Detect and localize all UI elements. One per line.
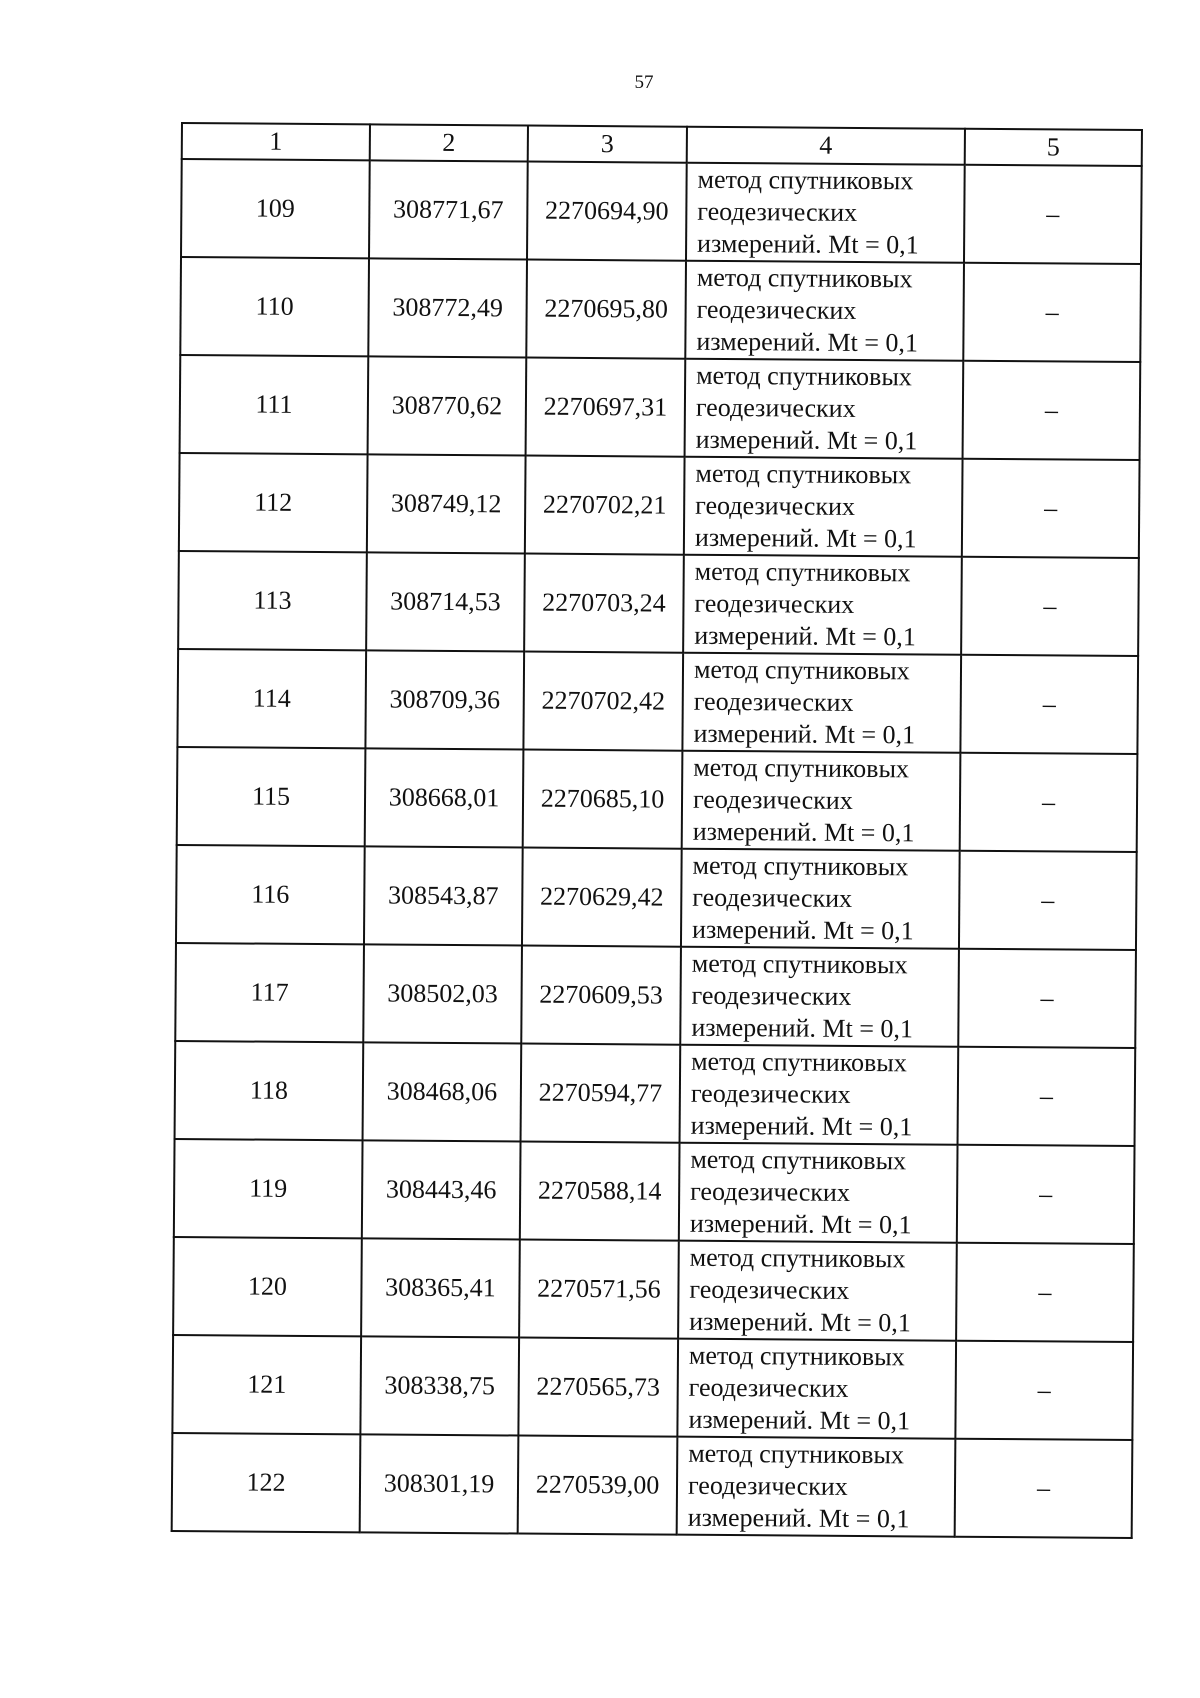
method-line: метод спутниковых bbox=[688, 1340, 905, 1372]
coordinate-y-cell: 2270594,77 bbox=[521, 1044, 681, 1143]
method-cell bbox=[684, 457, 963, 557]
point-number-cell: 114 bbox=[177, 649, 366, 748]
method-line: геодезических bbox=[694, 588, 855, 619]
note-cell: – bbox=[963, 361, 1141, 460]
method-line: измерений. Mt = 0,1 bbox=[691, 914, 914, 946]
method-line: измерений. Mt = 0,1 bbox=[692, 816, 915, 848]
method-line: геодезических bbox=[691, 980, 852, 1011]
note-cell: – bbox=[955, 1341, 1133, 1440]
table-row bbox=[178, 551, 1139, 656]
table-row bbox=[180, 257, 1141, 362]
method-line: геодезических bbox=[692, 784, 853, 815]
point-number-cell: 113 bbox=[178, 551, 367, 650]
coordinate-x-cell: 308301,19 bbox=[360, 1434, 519, 1533]
method-line: измерений. Mt = 0,1 bbox=[697, 228, 919, 260]
method-line: геодезических bbox=[690, 1078, 851, 1109]
coordinates-table-container bbox=[171, 122, 1141, 1539]
note-cell: – bbox=[960, 753, 1138, 852]
coordinate-y-cell: 2270695,80 bbox=[526, 260, 686, 359]
header-col-3: 3 bbox=[528, 126, 687, 163]
method-cell bbox=[678, 1241, 957, 1341]
method-line: измерений. Mt = 0,1 bbox=[693, 718, 916, 750]
method-line: измерений. Mt = 0,1 bbox=[688, 1404, 911, 1436]
point-number-cell: 120 bbox=[173, 1237, 362, 1336]
method-line: геодезических bbox=[695, 490, 856, 521]
coordinate-y-cell: 2270629,42 bbox=[522, 848, 682, 947]
method-cell bbox=[682, 653, 961, 753]
point-number-cell: 122 bbox=[172, 1433, 361, 1532]
method-line: геодезических bbox=[697, 196, 858, 227]
method-line: измерений. Mt = 0,1 bbox=[694, 522, 917, 554]
point-number-cell: 117 bbox=[175, 943, 364, 1042]
method-line: геодезических bbox=[687, 1470, 848, 1501]
coordinate-x-cell: 308443,46 bbox=[362, 1140, 521, 1239]
point-number-cell: 110 bbox=[180, 257, 369, 356]
header-col-1: 1 bbox=[182, 123, 370, 160]
coordinates-table bbox=[171, 122, 1143, 1539]
table-row bbox=[177, 649, 1138, 754]
note-cell: – bbox=[963, 263, 1141, 362]
point-number-cell: 121 bbox=[172, 1335, 361, 1434]
coordinate-x-cell: 308714,53 bbox=[366, 552, 525, 651]
method-line: измерений. Mt = 0,1 bbox=[691, 1012, 914, 1044]
note-cell: – bbox=[964, 165, 1142, 264]
coordinate-y-cell: 2270702,21 bbox=[525, 456, 685, 555]
table-row bbox=[181, 159, 1142, 264]
note-cell: – bbox=[961, 557, 1139, 656]
method-cell bbox=[680, 1045, 959, 1145]
table-row bbox=[172, 1433, 1133, 1538]
coordinate-x-cell: 308502,03 bbox=[363, 944, 522, 1043]
coordinate-x-cell: 308668,01 bbox=[365, 748, 524, 847]
method-line: измерений. Mt = 0,1 bbox=[695, 424, 918, 456]
table-row bbox=[174, 1139, 1135, 1244]
coordinate-x-cell: 308709,36 bbox=[365, 650, 524, 749]
coordinate-x-cell: 308338,75 bbox=[360, 1336, 519, 1435]
method-line: метод спутниковых bbox=[697, 164, 914, 196]
point-number-cell: 109 bbox=[181, 159, 370, 258]
coordinate-y-cell: 2270697,31 bbox=[526, 358, 686, 457]
point-number-cell: 116 bbox=[176, 845, 365, 944]
coordinate-y-cell: 2270588,14 bbox=[520, 1142, 680, 1241]
table-row bbox=[172, 1335, 1133, 1440]
method-cell bbox=[679, 1143, 958, 1243]
method-line: метод спутниковых bbox=[696, 262, 913, 294]
header-col-5: 5 bbox=[965, 129, 1142, 166]
method-line: метод спутниковых bbox=[693, 654, 910, 686]
method-line: измерений. Mt = 0,1 bbox=[689, 1208, 912, 1240]
table-row bbox=[179, 453, 1140, 558]
coordinate-y-cell: 2270565,73 bbox=[518, 1338, 678, 1437]
point-number-cell: 112 bbox=[179, 453, 368, 552]
method-cell bbox=[683, 555, 962, 655]
note-cell: – bbox=[956, 1243, 1134, 1342]
coordinate-y-cell: 2270609,53 bbox=[521, 946, 681, 1045]
coordinate-x-cell: 308772,49 bbox=[368, 258, 527, 357]
note-cell: – bbox=[960, 655, 1138, 754]
table-row bbox=[175, 1041, 1136, 1146]
method-line: геодезических bbox=[696, 294, 857, 325]
method-line: геодезических bbox=[688, 1372, 849, 1403]
method-line: метод спутниковых bbox=[694, 556, 911, 588]
coordinate-x-cell: 308468,06 bbox=[363, 1042, 522, 1141]
coordinate-y-cell: 2270571,56 bbox=[519, 1240, 679, 1339]
coordinate-y-cell: 2270694,90 bbox=[527, 162, 687, 261]
method-line: метод спутниковых bbox=[695, 458, 912, 490]
method-line: измерений. Mt = 0,1 bbox=[690, 1110, 913, 1142]
method-line: геодезических bbox=[693, 686, 854, 717]
method-line: метод спутниковых bbox=[691, 948, 908, 980]
method-line: геодезических bbox=[695, 392, 856, 423]
table-row bbox=[175, 943, 1136, 1048]
method-line: метод спутниковых bbox=[692, 850, 909, 882]
method-line: измерений. Mt = 0,1 bbox=[687, 1502, 910, 1534]
table-body bbox=[172, 159, 1142, 1538]
point-number-cell: 119 bbox=[174, 1139, 363, 1238]
table-row bbox=[177, 747, 1138, 852]
method-line: метод спутниковых bbox=[690, 1144, 907, 1176]
method-line: метод спутниковых bbox=[691, 1046, 907, 1078]
method-line: метод спутниковых bbox=[688, 1438, 905, 1470]
point-number-cell: 115 bbox=[177, 747, 366, 846]
coordinate-x-cell: 308771,67 bbox=[369, 160, 528, 259]
method-line: метод спутниковых bbox=[689, 1242, 906, 1274]
note-cell: – bbox=[958, 1047, 1136, 1146]
note-cell: – bbox=[955, 1439, 1133, 1538]
coordinate-y-cell: 2270539,00 bbox=[518, 1436, 678, 1535]
method-cell bbox=[681, 849, 960, 949]
table-row bbox=[173, 1237, 1134, 1342]
page-number: 57 bbox=[634, 72, 654, 93]
table-row bbox=[176, 845, 1137, 950]
method-cell bbox=[682, 751, 961, 851]
header-col-4: 4 bbox=[687, 127, 965, 165]
method-line: измерений. Mt = 0,1 bbox=[696, 326, 919, 358]
method-line: метод спутниковых bbox=[696, 360, 912, 392]
point-number-cell: 118 bbox=[175, 1041, 364, 1140]
note-cell: – bbox=[958, 949, 1136, 1048]
method-cell bbox=[677, 1437, 956, 1537]
method-cell bbox=[686, 163, 965, 263]
method-line: геодезических bbox=[692, 882, 853, 913]
method-line: измерений. Mt = 0,1 bbox=[694, 620, 916, 652]
coordinate-x-cell: 308365,41 bbox=[361, 1238, 520, 1337]
coordinate-y-cell: 2270702,42 bbox=[523, 652, 683, 751]
method-line: измерений. Mt = 0,1 bbox=[689, 1306, 911, 1338]
method-cell bbox=[680, 947, 959, 1047]
coordinate-x-cell: 308543,87 bbox=[364, 846, 523, 945]
note-cell: – bbox=[959, 851, 1137, 950]
method-line: метод спутниковых bbox=[693, 752, 910, 784]
coordinate-y-cell: 2270703,24 bbox=[524, 554, 684, 653]
method-line: геодезических bbox=[689, 1274, 850, 1305]
coordinate-y-cell: 2270685,10 bbox=[523, 750, 683, 849]
method-cell bbox=[685, 261, 964, 361]
coordinate-x-cell: 308749,12 bbox=[367, 454, 526, 553]
method-line: геодезических bbox=[690, 1176, 851, 1207]
note-cell: – bbox=[957, 1145, 1135, 1244]
table-row bbox=[180, 355, 1141, 460]
header-col-2: 2 bbox=[370, 124, 528, 161]
note-cell: – bbox=[962, 459, 1140, 558]
coordinate-x-cell: 308770,62 bbox=[368, 356, 527, 455]
method-cell bbox=[677, 1339, 956, 1439]
method-cell bbox=[685, 359, 964, 459]
point-number-cell: 111 bbox=[180, 355, 369, 454]
